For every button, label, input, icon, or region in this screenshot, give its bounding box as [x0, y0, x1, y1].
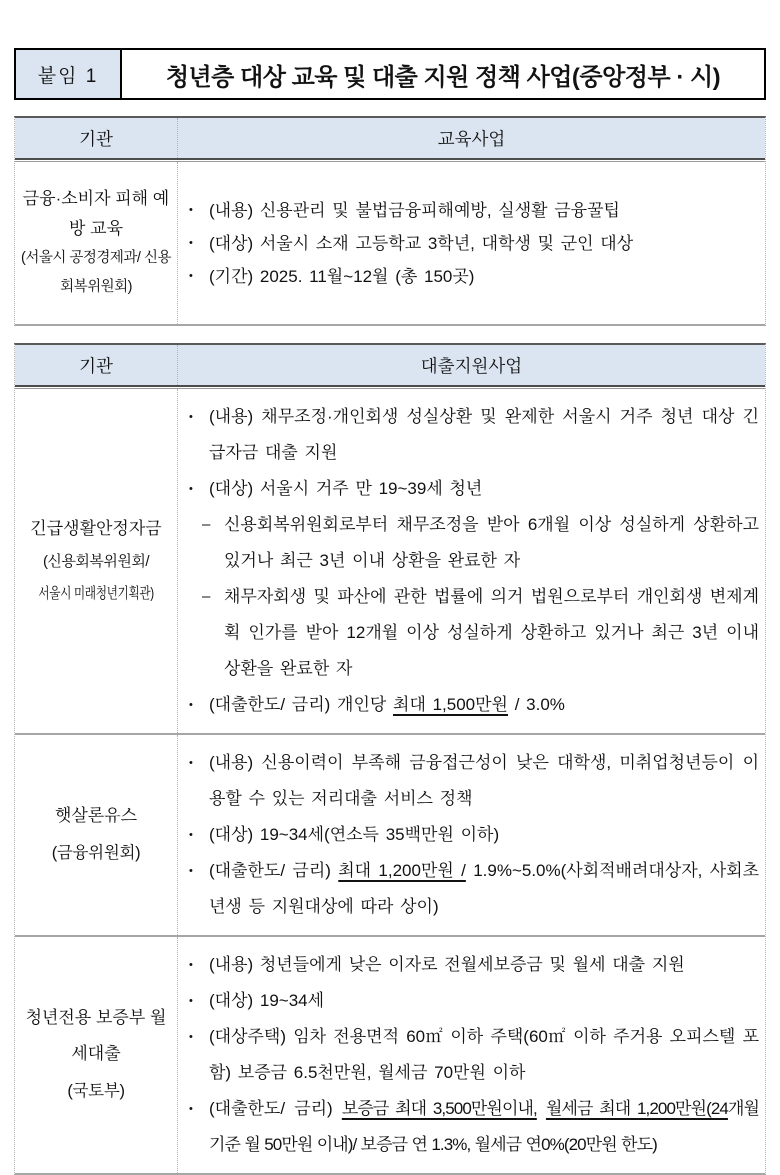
org-dept: (서울시 공정경제과/ 신용회복위원회) [21, 250, 171, 295]
bullet-icon: • [189, 1031, 193, 1043]
bullet-item [189, 1019, 759, 1091]
loan-rate: 1.9%~5.0%(사회적배려대상자, 사회초년생 등 지원대상에 따라 상이) [209, 861, 759, 916]
column-header-org: 기관 [15, 118, 178, 158]
bullet-icon: • [189, 203, 193, 216]
bullet-icon: • [189, 829, 193, 841]
deposit-limit-underlined: 보증금 최대 3,500만원이내, [341, 1099, 537, 1118]
org-dept-line1: (신용회복위원회/ [42, 553, 150, 570]
bullet-text [209, 687, 759, 723]
column-header-loan-program: 대출지원사업 [420, 355, 523, 376]
program-cell [178, 937, 765, 1173]
org-cell [15, 389, 178, 733]
bullet-text [209, 1091, 759, 1163]
loan-table [14, 343, 766, 1175]
bullet-item [189, 471, 759, 507]
rent-limit-underlined: 월세금 최대 1,200만원(24 [545, 1099, 728, 1118]
column-header-org: 기관 [15, 345, 178, 385]
loan-limit-label: (대출한도/ 금리) 개인당 [209, 695, 394, 714]
bullet-item [189, 260, 759, 293]
bullet-text: (대상) 19~34세(연소득 35백만원 이하) [209, 825, 500, 844]
program-cell [178, 162, 765, 324]
org-name: 햇살론유스 [54, 806, 138, 825]
org-cell [15, 735, 178, 935]
org-cell [15, 162, 178, 324]
page-title: 청년층 대상 교육 및 대출 지원 정책 사업(중앙정부 · 시) [165, 63, 721, 91]
education-table [14, 116, 766, 326]
bullet-text: (대상주택) 임차 전용면적 60㎡ 이하 주택(60㎡ 이하 주거용 오피스텔 포함) 보증금 6.5천만원, 월세금 70만원 이하 [209, 1027, 759, 1082]
bullet-icon: • [189, 959, 193, 971]
bullet-icon: • [189, 699, 193, 711]
loan-limit-label: (대출한도/ 금리) [209, 1099, 342, 1118]
dash-icon: – [202, 516, 211, 533]
program-cell [178, 735, 765, 935]
bullet-text: (대상) 서울시 소재 고등학교 3학년, 대학생 및 군인 대상 [209, 233, 634, 253]
table-row-education [15, 162, 765, 324]
bullet-item [189, 1091, 759, 1163]
org-name: 금융·소비자 피해 예방 교육 [22, 189, 170, 238]
bullet-icon: • [189, 411, 193, 423]
separator-space [537, 1099, 546, 1118]
sub-bullet-item [189, 507, 759, 579]
org-name: 긴급생활안정자금 [30, 519, 162, 538]
attachment-label: 붙임 1 [16, 50, 122, 98]
bullet-item [189, 853, 759, 925]
bullet-item [189, 399, 759, 471]
bullet-icon: • [189, 483, 193, 495]
bullet-icon: • [189, 1103, 193, 1115]
bullet-text: (내용) 신용이력이 부족해 금융접근성이 낮은 대학생, 미취업청년등이 이용할 수 있는 저리대출 서비스 정책 [209, 753, 759, 808]
bullet-text: (내용) 채무조정·개인회생 성실상환 및 완제한 서울시 거주 청년 대상 긴급자금 대출 지원 [209, 407, 759, 462]
sub-bullet-item [189, 579, 759, 687]
org-dept [22, 546, 170, 610]
loan-table-header [15, 345, 765, 385]
bullet-item [189, 687, 759, 723]
table-row-youth-monthly-rent-loan [15, 937, 765, 1173]
bullet-icon: • [189, 995, 193, 1007]
org-name: 청년전용 보증부 월세대출 [25, 1008, 167, 1063]
bullet-item [189, 947, 759, 983]
bullet-item [189, 227, 759, 260]
loan-rate: / 3.0% [507, 695, 565, 714]
dash-icon: – [202, 588, 211, 605]
sub-bullet-text: 채무자회생 및 파산에 관한 법률에 의거 법원으로부터 개인회생 변제계획 인가를 받아 12개월 이상 성실하게 상환하고 있거나 최근 3년 이내 상환을 완료한 자 [224, 587, 759, 678]
bullet-icon: • [189, 865, 193, 877]
loan-limit-label: (대출한도/ 금리) [209, 861, 339, 880]
org-cell [15, 937, 178, 1173]
loan-rate: 개월 기준 월 50만원 이내)/ 보증금 연 1.3%, 월세금 연0%(20만원 한도) [209, 1099, 759, 1154]
bullet-text: (내용) 신용관리 및 불법금융피해예방, 실생활 금융꿀팁 [209, 200, 620, 220]
loan-limit-underlined: 최대 1,500만원 [393, 695, 508, 714]
bullet-text [209, 853, 759, 925]
bullet-text: (기간) 2025. 11월~12월 (총 150곳) [209, 266, 475, 286]
education-table-header [15, 118, 765, 158]
org-dept: (국토부) [67, 1082, 125, 1100]
bullet-icon: • [189, 757, 193, 769]
org-dept-line2: 서울시 미래청년기획관) [38, 585, 154, 602]
column-header-education-program: 교육사업 [437, 128, 506, 149]
sub-bullet-text: 신용회복위원회로부터 채무조정을 받아 6개월 이상 성실하게 상환하고 있거나 최근 3년 이내 상환을 완료한 자 [224, 515, 759, 570]
bullet-item [189, 194, 759, 227]
program-cell [178, 389, 765, 733]
bullet-icon: • [189, 269, 193, 282]
table-row-emergency-fund [15, 389, 765, 735]
bullet-item [189, 817, 759, 853]
bullet-item [189, 745, 759, 817]
bullet-text: (대상) 19~34세 [209, 991, 325, 1010]
bullet-item [189, 983, 759, 1019]
bullet-text: (내용) 청년들에게 낮은 이자로 전월세보증금 및 월세 대출 지원 [209, 955, 685, 974]
table-row-sunshine-loan [15, 735, 765, 937]
bullet-text: (대상) 서울시 거주 만 19~39세 청년 [209, 479, 483, 498]
loan-limit-underlined: 최대 1,200만원 / [338, 861, 466, 880]
bullet-icon: • [189, 236, 193, 249]
org-dept: (금융위원회) [51, 844, 141, 862]
title-bar [14, 48, 766, 100]
